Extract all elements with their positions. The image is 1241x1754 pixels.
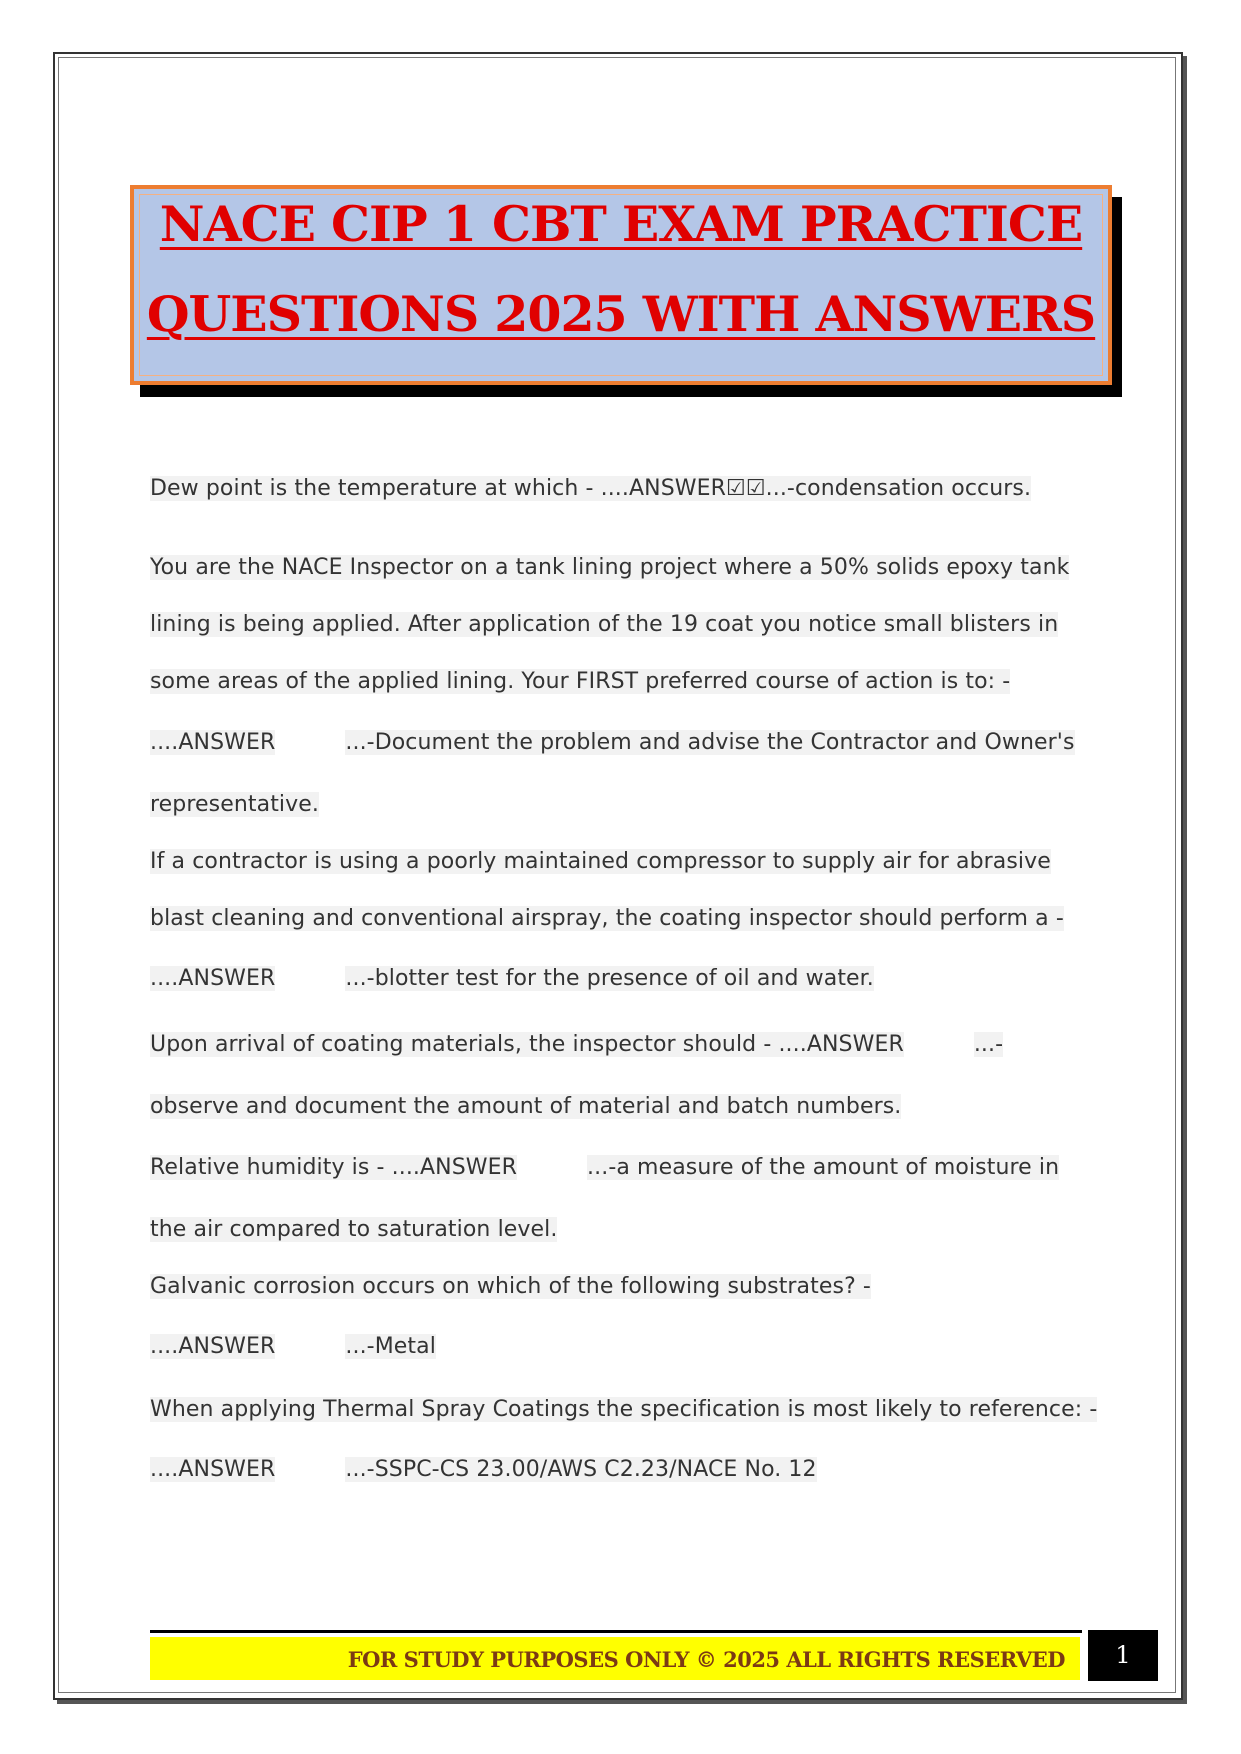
qa-line: some areas of the applied lining. Your FIRST preferred course of action is to: - bbox=[150, 669, 1011, 694]
qa-line: ....ANSWER ...-Metal bbox=[150, 1334, 436, 1359]
qa-line: ....ANSWER ...-blotter test for the presence of oil and water. bbox=[150, 966, 874, 991]
footer-rule bbox=[150, 1630, 1082, 1633]
qa-line: the air compared to saturation level. bbox=[150, 1217, 558, 1242]
qa-line: observe and document the amount of material and batch numbers. bbox=[150, 1094, 902, 1119]
qa-line: When applying Thermal Spray Coatings the specification is most likely to reference: - bbox=[150, 1397, 1098, 1422]
qa-line: lining is being applied. After application of the 19 coat you notice small blisters in bbox=[150, 612, 1059, 637]
qa-line: You are the NACE Inspector on a tank lining project where a 50% solids epoxy tank bbox=[150, 555, 1070, 580]
footer-text: FOR STUDY PURPOSES ONLY © 2025 ALL RIGHTS RESERVED bbox=[347, 1647, 1065, 1672]
qa-line: If a contractor is using a poorly maintained compressor to supply air for abrasive bbox=[150, 849, 1051, 874]
title-box bbox=[130, 185, 1112, 385]
title-line-2: QUESTIONS 2025 WITH ANSWERS bbox=[146, 285, 1096, 343]
qa-line: Galvanic corrosion occurs on which of the following substrates? - bbox=[150, 1274, 871, 1299]
qa-line: ....ANSWER ...-Document the problem and advise the Contractor and Owner's bbox=[150, 730, 1075, 755]
footer-bar bbox=[150, 1637, 1080, 1680]
qa-line: blast cleaning and conventional airspray, the coating inspector should perform a - bbox=[150, 906, 1064, 931]
qa-line: representative. bbox=[150, 792, 319, 817]
qa-line: Upon arrival of coating materials, the inspector should - ....ANSWER ...- bbox=[150, 1032, 1004, 1057]
qa-line: ....ANSWER ...-SSPC-CS 23.00/AWS C2.23/NACE No. 12 bbox=[150, 1457, 817, 1482]
page-number: 1 bbox=[1088, 1630, 1158, 1681]
qa-line: Dew point is the temperature at which - ....ANSWER☑☑...-condensation occurs. bbox=[150, 476, 1032, 501]
title-line-1: NACE CIP 1 CBT EXAM PRACTICE bbox=[159, 195, 1083, 253]
qa-line: Relative humidity is - ....ANSWER ...-a measure of the amount of moisture in bbox=[150, 1155, 1060, 1180]
